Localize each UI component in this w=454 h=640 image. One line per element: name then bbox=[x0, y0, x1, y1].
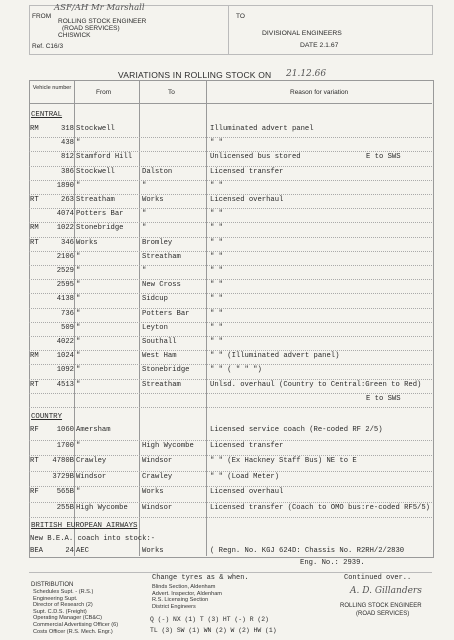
table-row bbox=[0, 337, 454, 348]
from-cell: Potters Bar bbox=[76, 210, 124, 219]
to-cell: Potters Bar bbox=[142, 309, 190, 318]
to-cell: Southall bbox=[142, 338, 177, 346]
row-divider bbox=[29, 407, 432, 408]
to-cell: Windsor bbox=[142, 503, 173, 512]
column-header-to: To bbox=[168, 89, 175, 96]
table-row bbox=[0, 280, 454, 291]
vehicle-number: 1022 bbox=[56, 224, 74, 233]
to-label: TO bbox=[236, 13, 245, 20]
to-cell: " bbox=[142, 210, 147, 219]
table-row bbox=[0, 152, 454, 163]
bea-note-row bbox=[0, 534, 454, 545]
to-cell: Leyton bbox=[142, 323, 168, 332]
from-name: ROLLING STOCK ENGINEER bbox=[58, 18, 147, 25]
reason-cell: " " bbox=[210, 252, 223, 261]
from-cell: Stonebridge bbox=[76, 224, 124, 233]
vehicle-number: 386 bbox=[61, 167, 74, 176]
reason-cell: " " (Load Meter) bbox=[210, 472, 280, 481]
to-cell: " bbox=[142, 181, 147, 190]
to-name: DIVISIONAL ENGINEERS bbox=[262, 30, 342, 37]
from-cell: " bbox=[76, 309, 81, 318]
vehicle-number: 318 bbox=[61, 125, 74, 133]
vehicle-number: 2595 bbox=[56, 281, 74, 290]
from-cell: Crawley bbox=[76, 457, 107, 465]
distribution-item: Supt. C.D.S. (Freight) bbox=[33, 608, 87, 615]
reason-cell: Eng. No.: 2939. bbox=[300, 559, 365, 567]
from-cell: AEC bbox=[76, 547, 89, 555]
to-cell: " bbox=[142, 267, 147, 275]
to-cell: Stonebridge bbox=[142, 366, 190, 375]
reason-cell: " " bbox=[210, 238, 223, 247]
to-cell: Works bbox=[142, 488, 164, 496]
vehicle-prefix: RF bbox=[30, 426, 39, 434]
reason-cell: " " bbox=[210, 323, 223, 332]
distribution-item: R.S. Licensing Section bbox=[152, 597, 209, 604]
from-cell: " bbox=[76, 488, 81, 496]
from-cell: " bbox=[76, 181, 81, 190]
signature: A. D. Gillanders bbox=[350, 586, 422, 596]
table-row bbox=[0, 309, 454, 320]
distribution-item: Operating Manager (CB&C) bbox=[33, 615, 103, 622]
section-country: COUNTRY bbox=[31, 413, 63, 421]
reason-note: E to SWS bbox=[366, 153, 401, 162]
reason-cell: " " bbox=[210, 139, 223, 148]
table-row bbox=[0, 487, 454, 498]
from-cell: " bbox=[76, 252, 81, 261]
vehicle-number: 263 bbox=[61, 196, 74, 204]
vehicle-number: 812 bbox=[61, 153, 74, 162]
distribution-item: Blinds Section, Aldenham bbox=[152, 584, 216, 590]
vehicle-number: 1890 bbox=[56, 181, 74, 190]
section-bea: BRITISH EUROPEAN AIRWAYS bbox=[31, 522, 138, 530]
footer-divider bbox=[29, 572, 432, 573]
bea-note: New B.E.A. coach into stock:- bbox=[30, 535, 156, 543]
table-row bbox=[0, 558, 454, 569]
vehicle-prefix: RF bbox=[30, 488, 39, 496]
vehicle-prefix: RT bbox=[30, 457, 39, 465]
from-cell: Stockwell bbox=[76, 125, 115, 133]
distribution-item: District Engineers bbox=[152, 603, 196, 610]
vehicle-number: 4022 bbox=[56, 338, 74, 346]
from-cell: Works bbox=[76, 238, 98, 247]
distribution-item: Costs Officer (R.S. Mech. Engr.) bbox=[33, 628, 113, 635]
reason-cell: Illuminated advert panel bbox=[210, 125, 314, 133]
reason-cell: Unlicensed bus stored bbox=[210, 153, 301, 162]
change-tyres-note: Change tyres as & when. bbox=[152, 574, 249, 582]
table-row bbox=[0, 472, 454, 483]
from-cell: " bbox=[76, 338, 81, 346]
from-cell: " bbox=[76, 323, 81, 332]
vehicle-number: 4138 bbox=[56, 295, 74, 304]
reason-cell: " " bbox=[210, 224, 223, 233]
reason-cell: Unlsd. overhaul (Country to Central:Green to Red) bbox=[210, 380, 422, 389]
reason-cell: Licensed transfer bbox=[210, 441, 284, 450]
vehicle-number: 4513 bbox=[56, 380, 74, 389]
to-cell: Streatham bbox=[142, 252, 181, 261]
tyre-codes-line-2: TL (3) SW (1) WN (2) W (2) HW (1) bbox=[150, 627, 277, 634]
section-central: CENTRAL bbox=[31, 111, 63, 119]
vehicle-number: 24 bbox=[65, 547, 74, 555]
reason-cell: " " ( " " ") bbox=[210, 366, 262, 375]
distribution-list-left bbox=[33, 589, 118, 635]
signatory-dept: (ROAD SERVICES) bbox=[356, 611, 410, 617]
from-cell: Stockwell bbox=[76, 167, 115, 176]
distribution-item: Commercial Advertising Officer (6) bbox=[33, 621, 119, 628]
reason-note: E to SWS bbox=[366, 394, 401, 403]
reason-cell: ( Regn. No. KGJ 624D: Chassis No. R2RH/2/2830 bbox=[210, 547, 405, 555]
header-divider bbox=[29, 103, 432, 104]
to-cell: Works bbox=[142, 196, 164, 204]
vehicle-number: 255B bbox=[56, 503, 74, 512]
to-cell: West Ham bbox=[142, 352, 177, 361]
reason-cell: " " bbox=[210, 281, 223, 290]
table-row bbox=[0, 138, 454, 149]
distribution-item: Engineering Supt. bbox=[33, 595, 78, 602]
from-cell: Amersham bbox=[76, 426, 111, 434]
table-row bbox=[0, 223, 454, 234]
vehicle-number: 2106 bbox=[56, 252, 74, 261]
to-cell: Crawley bbox=[142, 472, 173, 481]
vehicle-number: 3729B bbox=[52, 472, 74, 481]
table-row bbox=[0, 294, 454, 305]
from-cell: " bbox=[76, 441, 81, 450]
reason-cell: " " (Ex Hackney Staff Bus) NE to E bbox=[210, 457, 357, 465]
from-handwritten-note: ASF/AH Mr Marshall bbox=[54, 3, 145, 13]
vehicle-prefix: RM bbox=[30, 224, 39, 233]
distribution-list-right bbox=[152, 584, 222, 610]
reason-cell: " " bbox=[210, 267, 223, 275]
vehicle-prefix: RM bbox=[30, 352, 39, 361]
table-row bbox=[0, 365, 454, 376]
vehicle-number: 1060 bbox=[56, 426, 74, 434]
reason-cell: " " (Illuminated advert panel) bbox=[210, 352, 340, 361]
table-row bbox=[0, 124, 454, 135]
vehicle-prefix: RM bbox=[30, 125, 39, 133]
continued-over: Continued over.. bbox=[344, 574, 412, 582]
to-cell: Sidcup bbox=[142, 295, 168, 304]
vehicle-number: 736 bbox=[61, 309, 74, 318]
reason-cell: " " bbox=[210, 210, 223, 219]
from-cell: " bbox=[76, 352, 81, 361]
to-cell: Dalston bbox=[142, 167, 173, 176]
vehicle-number: 2529 bbox=[56, 267, 74, 275]
tyre-codes-line-1: Q (-) NX (1) T (3) HT (-) R (2) bbox=[150, 616, 269, 623]
column-header-reason: Reason for variation bbox=[290, 89, 349, 96]
vehicle-prefix: BEA bbox=[30, 547, 43, 555]
reason-cell: Licensed overhaul bbox=[210, 196, 284, 204]
reason-cell: " " bbox=[210, 338, 223, 346]
vehicle-number: 4780B bbox=[52, 457, 74, 465]
vehicle-number: 438 bbox=[61, 139, 74, 148]
from-cell: " bbox=[76, 366, 81, 375]
from-cell: Streatham bbox=[76, 196, 115, 204]
ref-number: Ref. C16/3 bbox=[32, 43, 64, 50]
table-row bbox=[0, 181, 454, 192]
table-row bbox=[0, 238, 454, 249]
distribution-item: Schedules Supt. - (R.S.) bbox=[33, 589, 94, 595]
reason-cell: Licensed overhaul bbox=[210, 488, 284, 496]
from-cell: " bbox=[76, 281, 81, 290]
reason-cell: " " bbox=[210, 181, 223, 190]
column-header-vehicle: Vehicle number bbox=[32, 85, 72, 91]
reason-cell: Licensed transfer bbox=[210, 167, 284, 176]
distribution-title: DISTRIBUTION bbox=[31, 582, 74, 588]
from-cell: " bbox=[76, 295, 81, 304]
table-row bbox=[0, 323, 454, 334]
reason-cell: " " bbox=[210, 309, 223, 318]
vehicle-number: 1700 bbox=[56, 441, 74, 450]
vehicle-number: 1092 bbox=[56, 366, 74, 375]
column-header-from: From bbox=[96, 89, 112, 96]
table-row bbox=[0, 394, 454, 405]
to-cell: Bromley bbox=[142, 238, 173, 247]
table-row bbox=[0, 425, 454, 436]
table-row bbox=[0, 167, 454, 178]
to-cell: New Cross bbox=[142, 281, 181, 290]
to-cell: " bbox=[142, 224, 147, 233]
from-cell: High Wycombe bbox=[76, 503, 128, 512]
from-label: FROM bbox=[32, 13, 52, 20]
title-date: 21.12.66 bbox=[286, 69, 327, 79]
table-row bbox=[0, 503, 454, 514]
vehicle-prefix: RT bbox=[30, 196, 39, 204]
table-row bbox=[0, 252, 454, 263]
vehicle-number: 346 bbox=[61, 238, 74, 247]
document-date: DATE 2.1.67 bbox=[300, 42, 339, 49]
to-cell: Streatham bbox=[142, 380, 181, 389]
to-cell: Windsor bbox=[142, 457, 173, 465]
from-cell: " bbox=[76, 267, 81, 275]
table-row bbox=[0, 546, 454, 557]
from-cell: " bbox=[76, 139, 81, 148]
table-row bbox=[0, 380, 454, 391]
vehicle-prefix: RT bbox=[30, 238, 39, 247]
reason-cell: " " bbox=[210, 295, 223, 304]
to-cell: High Wycombe bbox=[142, 441, 194, 450]
from-cell: Stamford Hill bbox=[76, 153, 133, 162]
from-cell: Windsor bbox=[76, 472, 107, 481]
row-divider bbox=[29, 517, 432, 518]
table-row bbox=[0, 441, 454, 452]
table-row bbox=[0, 351, 454, 362]
vehicle-number: 1024 bbox=[56, 352, 74, 361]
vehicle-prefix: RT bbox=[30, 380, 39, 389]
table-row bbox=[0, 266, 454, 277]
reason-cell: Licensed transfer (Coach to OMO bus:re-coded RF5/5) bbox=[210, 503, 430, 512]
table-row bbox=[0, 195, 454, 206]
signatory-title: ROLLING STOCK ENGINEER bbox=[340, 603, 422, 609]
distribution-item: Director of Research (2) bbox=[33, 602, 93, 609]
from-cell: " bbox=[76, 380, 81, 389]
document-title: VARIATIONS IN ROLLING STOCK ON bbox=[118, 70, 272, 80]
distribution-item: Advert. Inspector, Aldenham bbox=[152, 590, 222, 597]
from-dept: (ROAD SERVICES) bbox=[62, 25, 120, 32]
vehicle-number: 509 bbox=[61, 323, 74, 332]
vehicle-number: 4074 bbox=[56, 210, 74, 219]
to-cell: Works bbox=[142, 547, 164, 555]
table-row bbox=[0, 456, 454, 467]
from-place: CHISWICK bbox=[58, 32, 91, 39]
table-row bbox=[0, 209, 454, 220]
vehicle-number: 565B bbox=[56, 488, 74, 496]
reason-cell: Licensed service coach (Re-coded RF 2/5) bbox=[210, 426, 383, 434]
